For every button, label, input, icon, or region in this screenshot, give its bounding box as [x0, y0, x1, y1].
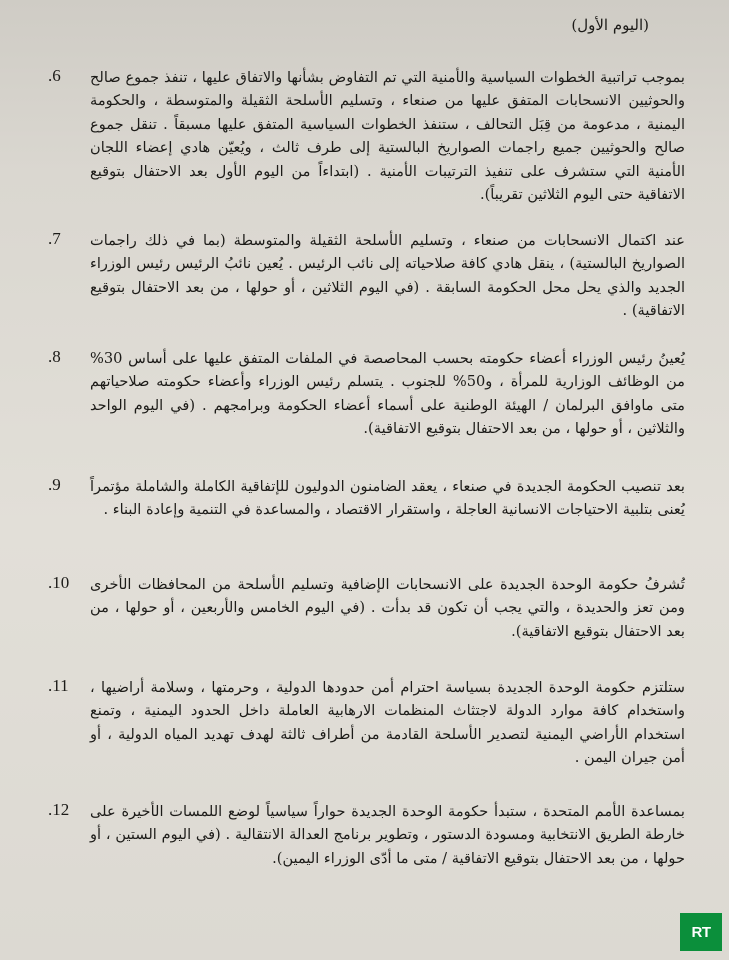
day-heading: (اليوم الأول)	[571, 16, 649, 34]
clause-text-7: عند اكتمال الانسحابات من صنعاء ، وتسليم الأسلحة الثقيلة والمتوسطة (بما في ذلك راجمات الصواريخ البالستية) ، ينقل هادي كافة صلاحياته إلى نائب الرئيس . يُعين نائبُ الرئيس رئيس الوزراء الجديد والذي يحل محل الحكومة السابقة . (في اليوم الثلاثين ، أو حولها ، من بعد الاحتفال بتوقيع الاتفاقية) .	[90, 232, 685, 320]
clause-text-6: بموجب تراتبية الخطوات السياسية والأمنية التي تم التفاوض بشأنها والاتفاق عليها ، تنفذ جموع صالح والحوثيين الانسحابات المتفق عليها من صنعاء ، وتسليم الأسلحة الثقيلة والمتوسطة ، والحكومة اليمنية ، مدعومة من قِبَل التحالف ، ستنفذ الخطوات السياسية المتفق عليها مسبقاً . تنقل جموع صالح والحوثيين جميع راجمات الصواريخ البالستية إلى طرف ثالث ، ويُعيّن هادي إعضاء اللجان الأمنية التي ستشرف على تنفيذ الترتيبات الأمنية . (ابتداءاً من اليوم الأول بعد الاحتفال بتوقيع الاتفاقية حتى اليوم الثلاثين تقريباً).	[90, 69, 685, 204]
clause-11	[90, 676, 685, 770]
clause-12	[90, 800, 685, 870]
clause-10	[90, 573, 685, 643]
clause-text-12: بمساعدة الأمم المتحدة ، ستبدأ حكومة الوحدة الجديدة حواراً سياسياً لوضع اللمسات الأخيرة على خارطة الطريق الانتخابية ومسودة الدستور ، وتطوير برنامج العدالة الانتقالية . (في اليوم الستين ، أو حولها ، من بعد الاحتفال بتوقيع الاتفاقية / متى ما أدّى الوزراء اليمين).	[90, 803, 685, 867]
clause-number-9: .9	[48, 475, 61, 494]
rt-logo	[680, 913, 722, 951]
clause-number-12: .12	[48, 800, 70, 819]
clause-7	[90, 229, 685, 323]
clause-9	[90, 475, 685, 522]
clause-number-11: .11	[48, 676, 69, 695]
clause-number-7: .7	[48, 229, 61, 248]
clause-number-6: .6	[48, 66, 61, 85]
clause-text-11: ستلتزم حكومة الوحدة الجديدة بسياسة احترام أمن حدودها الدولية ، وحرمتها ، وسلامة أراضيها ، واستخدام كافة موارد الدولة لاجتثاث المنظمات الارهابية العاملة داخل الحدود اليمنية ، وتمنع استخدام الأراضي اليمنية لتصدير الأسلحة القادمة من أطراف ثالثة لهدف تهديد المياه الدولية ، أو أمن جيران اليمن .	[90, 679, 685, 767]
clause-6	[90, 66, 685, 206]
clause-number-8: .8	[48, 347, 61, 366]
clause-8	[90, 347, 685, 441]
rt-logo-text: RT	[691, 923, 711, 941]
clause-text-8: يُعينُ رئيس الوزراء أعضاء حكومته بحسب المحاصصة في الملفات المتفق عليها على أساس 30% من الوظائف الوزارية للمرأة ، و50% للجنوب . يتسلم رئيس الوزراء وأعضاء حكومته صلاحياتهم متى ماوافق البرلمان / الهيئة الوطنية على أسماء أعضاء الحكومة وبرامجهم . (في اليوم الواحد والثلاثين ، أو حولها ، من بعد الاحتفال بتوقيع الاتفاقية).	[90, 350, 685, 438]
clause-text-10: تُشرفُ حكومة الوحدة الجديدة على الانسحابات الإضافية وتسليم الأسلحة من المحافظات الأخرى ومن تعز والحديدة ، والتي يجب أن تكون قد بدأت . (في اليوم الخامس والأربعين ، أو حولها ، من بعد الاحتفال بتوقيع الاتفاقية).	[90, 576, 685, 640]
clause-number-10: .10	[48, 573, 70, 592]
clause-text-9: بعد تنصيب الحكومة الجديدة في صنعاء ، يعقد الضامنون الدوليون للإتفاقية الكاملة والشاملة مؤتمراً يُعنى بتلبية الاحتياجات الانسانية العاجلة ، واستقرار الاقتصاد ، والمساعدة في التنمية وإعادة البناء .	[90, 478, 685, 519]
